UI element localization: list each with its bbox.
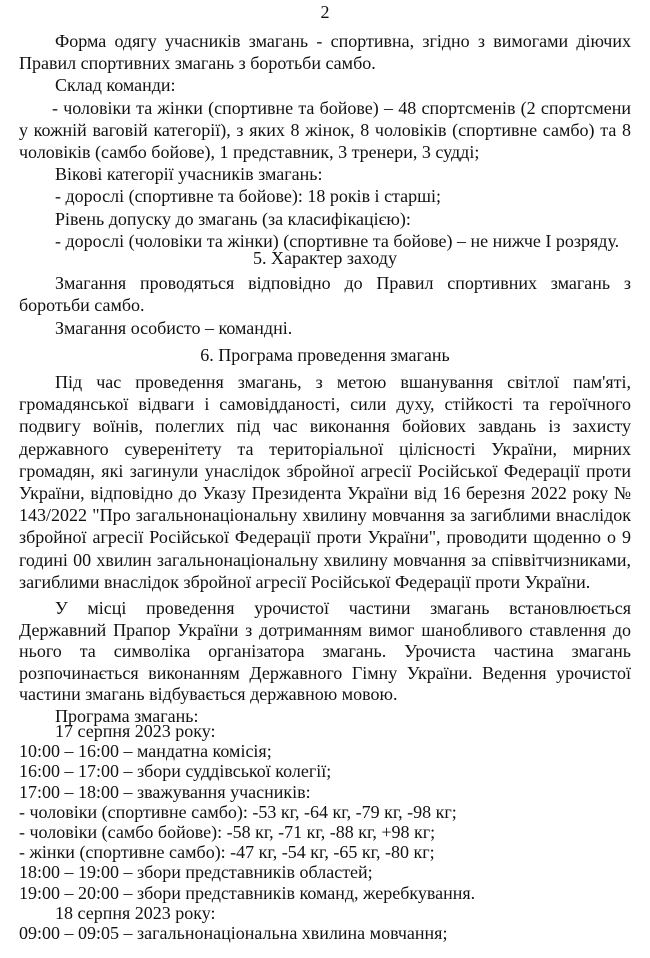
section-6-paragraph-1: Під час проведення змагань, з метою вшанування світлої пам'яті, громадянської відваги і самовідданості, сили духу, стійкості та героїчного подвигу воїнів, полеглих під час виконання бойових завдань із захисту державного суверенітету та територіальної цілісності України, мирних громадян, які загинули унаслідок збройної агресії Російської Федерації проти України, відповідно до Указу Президента України від 16 березня 2022 року № 143/2022 "Про загальнонаціональну хвилину мовчання за загиблими внаслідок збройної агресії Російської Федерації проти України", проводити щоденно о 9 годині 00 хвилин загальнонаціональну хвилину мовчання за співвітчизниками, загиблими внаслідок збройної агресії Російської Федерації проти України. xyxy=(19,372,631,592)
schedule-date: 18 серпня 2023 року: xyxy=(55,902,216,923)
section-6-paragraph-2: У місці проведення урочистої частини змагань встановлюється Державний Прапор України з дотриманням вимог шанобливого ставлення до нього та символіка організатора змагань. Урочиста частина змагань розпочинається виконанням Державного Гімну України. Ведення урочистої частини змагань відбувається державною мовою. xyxy=(19,598,631,705)
schedule-date: 17 серпня 2023 року: xyxy=(55,721,216,741)
age-label: Вікові категорії учасників змагань: xyxy=(55,164,323,185)
schedule-item: 10:00 – 16:00 – мандатна комісія; xyxy=(19,741,272,762)
age-text: - дорослі (спортивне та бойове): 18 років і старші; xyxy=(55,186,441,207)
schedule-item: 18:00 – 19:00 – збори представників областей; xyxy=(19,862,373,883)
section-6-body xyxy=(19,371,631,593)
section-5-paragraph-2: Змагання особисто – командні. xyxy=(55,317,293,338)
section-5-heading: 5. Характер заходу xyxy=(253,248,397,268)
schedule-item: - жінки (спортивне самбо): -47 кг, -54 кг, -65 кг, -80 кг; xyxy=(19,842,435,863)
schedule-item: - чоловіки (спортивне самбо): -53 кг, -64 кг, -79 кг, -98 кг; xyxy=(19,801,457,822)
section-5-paragraph-1: Змагання проводяться відповідно до Правил спортивних змагань з боротьби самбо. xyxy=(19,273,631,316)
team-label: Склад команди: xyxy=(55,75,176,96)
schedule-item: 17:00 – 18:00 – зважування учасників: xyxy=(19,781,311,802)
schedule xyxy=(19,721,631,943)
level-label: Рівень допуску до змагань (за класифікацією): xyxy=(55,208,411,229)
section-5 xyxy=(19,247,631,339)
level-text: - дорослі (чоловіки та жінки) (спортивне та бойове) – не нижче І розряду. xyxy=(55,230,620,251)
program-label: Програма змагань: xyxy=(55,705,199,726)
participants-section xyxy=(19,30,631,252)
schedule-item: 19:00 – 20:00 – збори представників команд, жеребкування. xyxy=(19,882,476,903)
section-6-heading: 6. Програма проведення змагань xyxy=(200,345,450,365)
uniform-paragraph: Форма одягу учасників змагань - спортивна, згідно з вимогами діючих Правил спортивних змагань з боротьби самбо. xyxy=(19,31,631,74)
team-text: - чоловіки та жінки (спортивне та бойове) – 48 спортсменів (2 спортсмени у кожній ваговій категорії), з яких 8 жінок, 8 чоловіків (спортивне самбо) та 8 чоловіків (самбо бойове), 1 представник, 3 тренери, 3 судді; xyxy=(19,97,631,163)
section-6-heading-wrap xyxy=(19,344,631,366)
section-6-ceremony xyxy=(19,598,631,728)
schedule-item: 16:00 – 17:00 – збори суддівської колегії; xyxy=(19,761,332,782)
page-number: 2 xyxy=(320,2,330,22)
schedule-item: 09:00 – 09:05 – загальнонаціональна хвилина мовчання; xyxy=(19,923,448,944)
schedule-item: - чоловіки (самбо бойове): -58 кг, -71 кг, -88 кг, +98 кг; xyxy=(19,822,436,843)
